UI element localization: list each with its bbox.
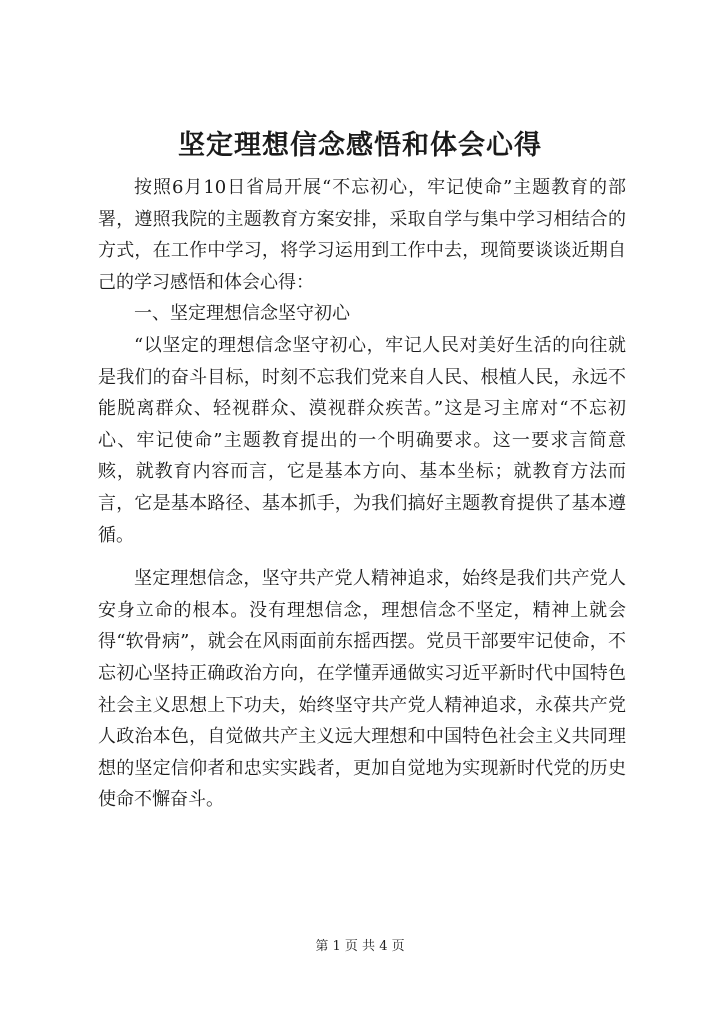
- body-paragraph: 坚定理想信念，坚守共产党人精神追求，始终是我们共产党人安身立命的根本。没有理想信念，理想信念不坚定，精神上就会得“软骨病”，就会在风雨面前东摇西摆。党员干部要牢记使命，不忘初心坚持正确政治方向，在学懂弄通做实习近平新时代中国特色社会主义思想上下功夫，始终坚守共产党人精神追求，永葆共产党人政治本色，自觉做共产主义远大理想和中国特色社会主义共同理想的坚定信仰者和忠实实践者，更加自觉地为实现新时代党的历史使命不懈奋斗。: [98, 568, 626, 811]
- intro-paragraph: 按照6月10日省局开展“不忘初心，牢记使命”主题教育的部署，遵照我院的主题教育方案安排，采取自学与集中学习相结合的方式，在工作中学习，将学习运用到工作中去，现简要谈谈近期自己的学习感悟和体会心得：: [98, 177, 626, 293]
- quote-paragraph: “以坚定的理想信念坚守初心，牢记人民对美好生活的向往就是我们的奋斗目标，时刻不忘我们党来自人民、根植人民，永远不能脱离群众、轻视群众、漠视群众疾苦。”这是习主席对“不忘初心、牢记使命”主题教育提出的一个明确要求。这一要求言简意赅，就教育内容而言，它是基本方向、基本坐标；就教育方法而言，它是基本路径、基本抓手，为我们搞好主题教育提供了基本遵循。: [98, 334, 626, 546]
- section-heading: 一、坚定理想信念坚守初心: [134, 303, 350, 325]
- document-body: [98, 172, 626, 816]
- page-number-footer: 第 1 页 共 4 页: [315, 939, 405, 954]
- page-title: 坚定理想信念感悟和体会心得: [178, 130, 542, 161]
